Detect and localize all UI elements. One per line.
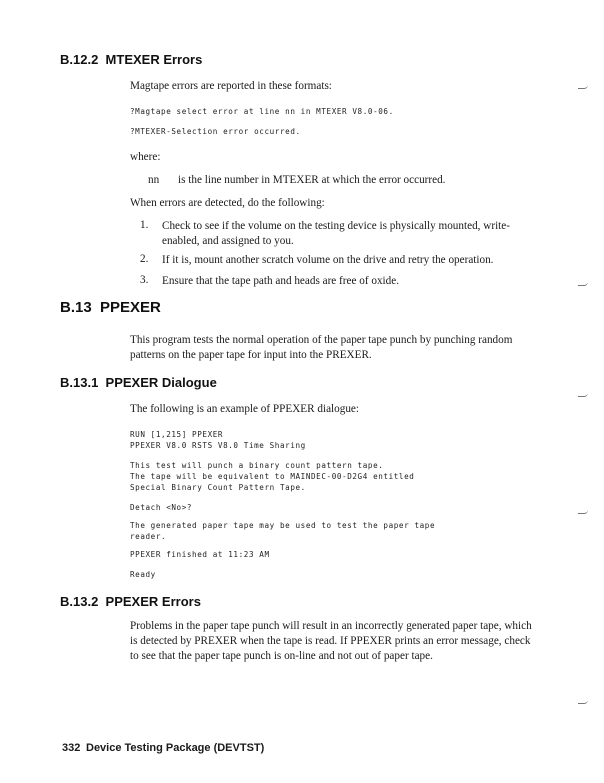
ppexer-intro: This program tests the normal operation of the paper tape punch by punching random patterns on the paper tape for input into the PREXER. — [130, 334, 513, 361]
mtexer-error-format-1: ?Magtape select error at line nn in MTEXER V8.0-06. — [130, 107, 394, 116]
dialogue-line: This test will punch a binary count pattern tape. — [130, 461, 384, 470]
dialogue-line: Detach <No>? — [130, 503, 193, 512]
step-text: Ensure that the tape path and heads are free of oxide. — [162, 275, 400, 287]
section-heading-b1131 — [60, 375, 217, 390]
dialogue-line: PPEXER finished at 11:23 AM — [130, 550, 270, 559]
mtexer-intro: Magtape errors are reported in these formats: — [130, 80, 332, 92]
margin-mark — [578, 85, 588, 89]
dialogue-line: RUN [1,215] PPEXER — [130, 430, 224, 439]
margin-mark — [578, 393, 588, 397]
margin-mark — [578, 510, 588, 514]
ppexer-errors-text: Problems in the paper tape punch will result in an incorrectly generated paper tape, which is detected by PREXER when the tape is read. If PPEXER prints an error message, check to see that the paper tape punch is on-line and not out of paper tape. — [130, 620, 532, 662]
dialogue-line: Ready — [130, 570, 156, 579]
section-number: B.13 — [60, 299, 92, 316]
step-number: 2. — [140, 253, 149, 265]
section-title: PPEXER Errors — [105, 594, 201, 609]
dialogue-line: The generated paper tape may be used to test the paper tape — [130, 521, 436, 530]
where-label: where: — [130, 151, 161, 163]
dialogue-line: Special Binary Count Pattern Tape. — [130, 483, 306, 492]
page-number: 332 — [62, 742, 81, 754]
margin-mark — [578, 282, 588, 286]
when-detected-text: When errors are detected, do the following: — [130, 197, 325, 209]
section-number: B.12.2 — [60, 52, 99, 67]
dialogue-line: PPEXER V8.0 RSTS V8.0 Time Sharing — [130, 441, 306, 450]
dialogue-intro: The following is an example of PPEXER dialogue: — [130, 403, 359, 415]
dialogue-line: reader. — [130, 532, 167, 541]
mtexer-error-format-2: ?MTEXER-Selection error occurred. — [130, 127, 301, 136]
section-number: B.13.2 — [60, 594, 99, 609]
step-text: Check to see if the volume on the testing device is physically mounted, write-enabled, and assigned to you. — [162, 220, 510, 247]
section-title: PPEXER Dialogue — [105, 375, 217, 390]
margin-mark — [578, 700, 588, 704]
section-title: MTEXER Errors — [105, 52, 203, 67]
step-text: If it is, mount another scratch volume on the drive and retry the operation. — [162, 254, 494, 266]
dialogue-line: The tape will be equivalent to MAINDEC-00-D2G4 entitled — [130, 472, 415, 481]
section-number: B.13.1 — [60, 375, 99, 390]
section-heading-b1222 — [60, 52, 202, 67]
section-heading-b1132 — [60, 594, 201, 609]
section-heading-b113 — [60, 299, 161, 316]
footer-title: Device Testing Package (DEVTST) — [86, 742, 265, 754]
step-number: 1. — [140, 219, 149, 231]
section-title: PPEXER — [100, 299, 161, 316]
nn-term: nn — [148, 174, 160, 186]
nn-definition: is the line number in MTEXER at which the error occurred. — [178, 174, 446, 186]
step-number: 3. — [140, 274, 149, 286]
